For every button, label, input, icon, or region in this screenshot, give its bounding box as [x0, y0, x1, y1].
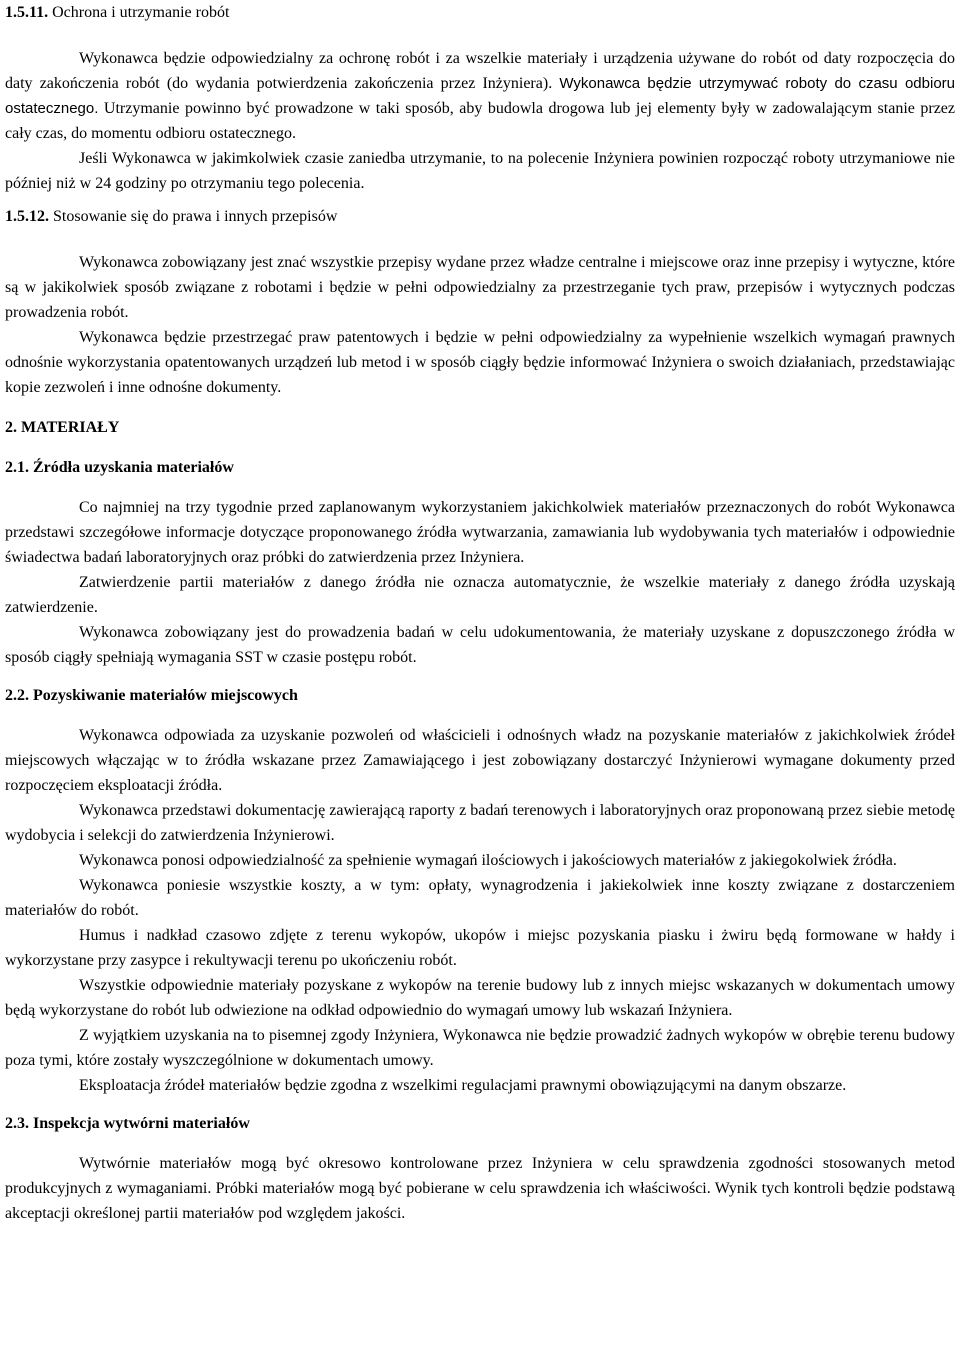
paragraph: Z wyjątkiem uzyskania na to pisemnej zgody Inżyniera, Wykonawca nie będzie prowadzić żadnych wykopów w obrębie terenu budowy poza tymi, które zostały wyszczególnione w dokumentach umowy.	[5, 1027, 955, 1069]
section-heading-2-3: 2.3. Inspekcja wytwórni materiałów	[5, 1115, 250, 1132]
section-heading-2-1: 2.1. Źródła uzyskania materiałów	[5, 459, 234, 476]
section-heading-2-2: 2.2. Pozyskiwanie materiałów miejscowych	[5, 687, 298, 704]
paragraph-text: Utrzymanie powinno być prowadzone w taki sposób, aby budowla drogowa lub jej elementy były w zadowalającym stanie przez cały czas, do momentu odbioru ostatecznego.	[5, 100, 956, 142]
paragraph: Wszystkie odpowiednie materiały pozyskane z wykopów na terenie budowy lub z innych miejsc wskazanych w dokumentach umowy będą wykorzystane do robót lub odwiezione na odkład odpowiednio do wymagań umowy lub wskazań Inżyniera.	[5, 977, 955, 1019]
paragraph	[5, 46, 955, 146]
section-heading-1-5-12	[5, 204, 955, 229]
paragraph: Eksploatacja źródeł materiałów będzie zgodna z wszelkimi regulacjami prawnymi obowiązującymi na danym obszarze.	[79, 1077, 847, 1094]
paragraph-text: Wykonawca będzie utrzymywać roboty do czasu odbioru ostatecznego.	[5, 75, 955, 117]
paragraph: Wykonawca ponosi odpowiedzialność za spełnienie wymagań ilościowych i jakościowych materiałów z jakiegokolwiek źródła.	[79, 852, 897, 869]
section-title: Ochrona i utrzymanie robót	[48, 4, 230, 21]
section-title: Stosowanie się do prawa i innych przepisów	[49, 208, 338, 225]
chapter-heading-materialy: 2. MATERIAŁY	[5, 419, 120, 436]
document-page	[5, 0, 955, 1226]
paragraph: Wykonawca przedstawi dokumentację zawierającą raporty z badań terenowych i laboratoryjnych oraz proponowaną przez siebie metodę wydobycia i selekcji do zatwierdzenia Inżynierowi.	[5, 802, 955, 844]
paragraph: Wykonawca odpowiada za uzyskanie pozwoleń od właścicieli i odnośnych władz na pozyskanie materiałów z jakichkolwiek źródeł miejscowych włączając w to źródła wskazane przez Zamawiającego i jest zobowiązany dostarczyć Inżynierowi wymagane dokumenty przed rozpoczęciem eksploatacji źródła.	[5, 727, 955, 794]
paragraph-text: Wykonawca będzie odpowiedzialny za ochronę robót i za wszelkie materiały i urządzenia używane do robót od daty rozpoczęcia do daty zakończenia robót (do wydania potwierdzenia zakończenia przez Inżyniera).	[5, 50, 955, 92]
section-number: 1.5.11.	[5, 4, 49, 21]
paragraph: Co najmniej na trzy tygodnie przed zaplanowanym wykorzystaniem jakichkolwiek materiałów przeznaczonych do robót Wykonawca przedstawi szczegółowe informacje dotyczące proponowanego źródła wytwarzania, zamawiania lub wydobywania tych materiałów i odpowiednie świadectwa badań laboratoryjnych oraz próbki do zatwierdzenia przez Inżyniera.	[5, 499, 955, 566]
section-heading-1-5-11	[5, 0, 955, 25]
paragraph: Jeśli Wykonawca w jakimkolwiek czasie zaniedba utrzymanie, to na polecenie Inżyniera powinien rozpocząć roboty utrzymaniowe nie później niż w 24 godziny po otrzymaniu tego polecenia.	[5, 150, 955, 192]
paragraph: Wykonawca zobowiązany jest do prowadzenia badań w celu udokumentowania, że materiały uzyskane z dopuszczonego źródła w sposób ciągły spełniają wymagania SST w czasie postępu robót.	[5, 624, 955, 666]
paragraph: Wykonawca zobowiązany jest znać wszystkie przepisy wydane przez władze centralne i miejscowe oraz inne przepisy i wytyczne, które są w jakikolwiek sposób związane z robotami i będzie w pełni odpowiedzialny za przestrzeganie tych praw, przepisów i wytycznych podczas prowadzenia robót.	[5, 254, 955, 321]
paragraph: Wykonawca będzie przestrzegać praw patentowych i będzie w pełni odpowiedzialny za wypełnienie wszelkich wymagań prawnych odnośnie wykorzystania opatentowanych urządzeń lub metod i w sposób ciągły będzie informować Inżyniera o swoich działaniach, przedstawiając kopie zezwoleń i inne odnośne dokumenty.	[5, 329, 955, 396]
paragraph: Humus i nadkład czasowo zdjęte z terenu wykopów, ukopów i miejsc pozyskania piasku i żwiru będą formowane w hałdy i wykorzystane przy zasypce i rekultywacji terenu po ukończeniu robót.	[5, 927, 955, 969]
section-number: 1.5.12.	[5, 208, 49, 225]
paragraph: Zatwierdzenie partii materiałów z danego źródła nie oznacza automatycznie, że wszelkie materiały z danego źródła uzyskają zatwierdzenie.	[5, 574, 955, 616]
paragraph: Wykonawca poniesie wszystkie koszty, a w tym: opłaty, wynagrodzenia i jakiekolwiek inne koszty związane z dostarczeniem materiałów do robót.	[5, 877, 955, 919]
paragraph: Wytwórnie materiałów mogą być okresowo kontrolowane przez Inżyniera w celu sprawdzenia zgodności stosowanych metod produkcyjnych z wymaganiami. Próbki materiałów mogą być pobierane w celu sprawdzenia ich właściwości. Wynik tych kontroli będzie podstawą akceptacji określonej partii materiałów pod względem jakości.	[5, 1155, 955, 1222]
